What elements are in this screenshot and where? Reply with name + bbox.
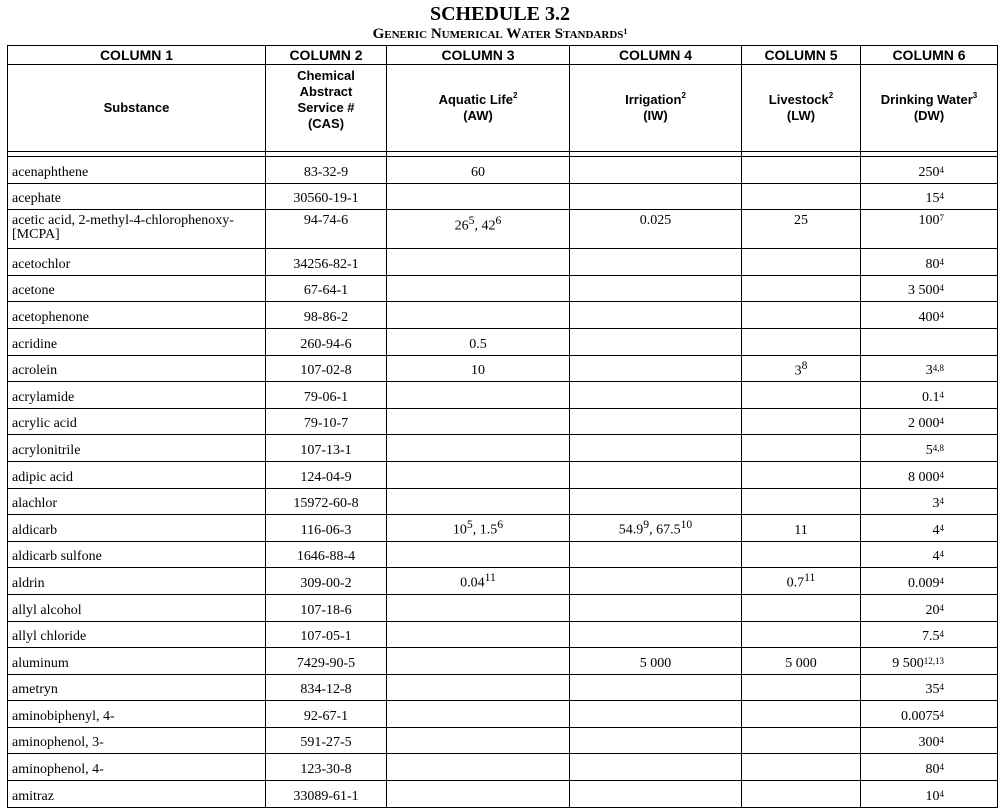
table-row [8, 621, 998, 648]
aquatic-life-cell [387, 408, 570, 435]
irrigation-abbr: (IW) [643, 108, 668, 123]
livestock-cell [742, 727, 861, 754]
drinking-water-value: 100 [918, 213, 940, 229]
aquatic-life-cell: $26^5$, $42^6$ [387, 210, 570, 249]
substance-cell: acenaphthene [8, 157, 266, 184]
cas-cell: 94-74-6 [266, 210, 387, 249]
drinking-water-cell [861, 157, 998, 184]
irrigation-cell [570, 621, 742, 648]
aquatic-life-footnote: 5 [466, 518, 473, 532]
table-row [8, 568, 998, 595]
drinking-water-value: 3 500 [908, 283, 940, 299]
livestock-footnote: 8 [801, 358, 808, 372]
irrigation-cell [570, 781, 742, 808]
aquatic-life-cell [387, 727, 570, 754]
aquatic-life-value: 26 [454, 218, 469, 234]
drinking-water-value: 300 [918, 735, 940, 751]
livestock-cell [742, 210, 861, 249]
table-row [8, 157, 998, 184]
irrigation-cell [570, 435, 742, 462]
drinking-water-value: 35 [925, 682, 940, 698]
table-row [8, 648, 998, 675]
drinking-water-cell [861, 249, 998, 276]
substance-cell: aminophenol, 4- [8, 754, 266, 781]
drinking-water-value: 3 [925, 363, 933, 379]
drinking-water-value: 7.5 [922, 629, 940, 645]
livestock-cell [742, 621, 861, 648]
drinking-water-abbr: (DW) [913, 108, 945, 123]
drinking-water-header [861, 65, 998, 152]
irrigation-cell [570, 461, 742, 488]
aquatic-life-cell [387, 488, 570, 515]
table-row [8, 701, 998, 728]
table-row [8, 488, 998, 515]
aquatic-life-footnote: 11 [484, 571, 496, 585]
drinking-water-cell [861, 328, 998, 355]
cas-cell: 834-12-8 [266, 674, 387, 701]
livestock-cell [742, 275, 861, 302]
irrigation-cell [570, 210, 742, 249]
column-4-header: COLUMN 4 [570, 46, 742, 65]
aquatic-life-cell [387, 183, 570, 210]
substance-cell: allyl alcohol [8, 594, 266, 621]
aquatic-life-value: 10 [452, 522, 467, 538]
livestock-cell [742, 648, 861, 675]
cas-cell: 83-32-9 [266, 157, 387, 184]
cas-cell: 79-10-7 [266, 408, 387, 435]
aquatic-life-cell [387, 355, 570, 382]
livestock-footnote: 2 [828, 91, 834, 100]
table-row [8, 355, 998, 382]
aquatic-life-cell [387, 249, 570, 276]
drinking-water-value: 5 [925, 442, 933, 458]
cas-cell: 107-18-6 [266, 594, 387, 621]
irrigation-cell [570, 355, 742, 382]
aquatic-life-footnote: 6 [495, 214, 502, 228]
table-row [8, 210, 998, 249]
cas-cell: 79-06-1 [266, 382, 387, 409]
substance-cell: amitraz [8, 781, 266, 808]
cas-cell: 260-94-6 [266, 328, 387, 355]
drinking-water-value: 9 500 [892, 655, 924, 671]
substance-cell: acetic acid, 2-methyl-4-chlorophenoxy-[MCPA] [8, 210, 266, 249]
cas-cell: 124-04-9 [266, 461, 387, 488]
column-5-header: COLUMN 5 [742, 46, 861, 65]
drinking-water-value: 0.0075 [901, 708, 940, 724]
drinking-water-footnote: 4 [939, 522, 944, 533]
cas-header-line: Chemical [297, 68, 355, 83]
drinking-water-footnote: 4 [939, 708, 944, 719]
livestock-cell [742, 302, 861, 329]
substance-cell: aldrin [8, 568, 266, 595]
aquatic-life-value: 10 [471, 363, 485, 379]
drinking-water-cell [861, 754, 998, 781]
cas-cell: 30560-19-1 [266, 183, 387, 210]
irrigation-cell [570, 302, 742, 329]
livestock-label: Livestock [768, 92, 829, 107]
cas-header-line: (CAS) [307, 116, 345, 131]
table-row [8, 183, 998, 210]
irrigation-cell [570, 328, 742, 355]
drinking-water-footnote: 4 [939, 575, 944, 586]
table-row [8, 594, 998, 621]
irrigation-cell: 54.9$^9$, 67.5$^{10}$ [570, 515, 742, 542]
irrigation-cell [570, 701, 742, 728]
drinking-water-footnote: 4 [939, 735, 944, 746]
substance-header: Substance [8, 65, 266, 152]
column-3-header: COLUMN 3 [387, 46, 570, 65]
cas-cell: 67-64-1 [266, 275, 387, 302]
livestock-cell [742, 461, 861, 488]
irrigation-value: 54.9 [618, 522, 644, 538]
cas-cell: 15972-60-8 [266, 488, 387, 515]
cas-header [266, 65, 387, 152]
drinking-water-footnote: 4 [939, 682, 944, 693]
table-row [8, 727, 998, 754]
livestock-cell [742, 515, 861, 542]
cas-cell: 1646-88-4 [266, 541, 387, 568]
substance-cell: aminophenol, 3- [8, 727, 266, 754]
irrigation-value: 0.025 [639, 213, 672, 229]
drinking-water-value: 8 000 [908, 469, 940, 485]
aquatic-life-value: 42 [481, 218, 496, 234]
livestock-cell [742, 594, 861, 621]
drinking-water-cell [861, 355, 998, 382]
livestock-cell [742, 328, 861, 355]
irrigation-cell [570, 541, 742, 568]
drinking-water-footnote: 4 [939, 389, 944, 400]
drinking-water-value: 0.1 [922, 389, 940, 405]
drinking-water-value: 15 [925, 191, 940, 207]
livestock-header [742, 65, 861, 152]
aquatic-life-cell [387, 382, 570, 409]
livestock-cell [742, 157, 861, 184]
water-standards-table [7, 45, 998, 808]
irrigation-cell [570, 727, 742, 754]
substance-cell: aldicarb [8, 515, 266, 542]
drinking-water-cell [861, 701, 998, 728]
substance-cell: adipic acid [8, 461, 266, 488]
livestock-value: 11 [794, 522, 808, 538]
substance-cell: aminobiphenyl, 4- [8, 701, 266, 728]
aquatic-life-cell [387, 435, 570, 462]
irrigation-cell [570, 594, 742, 621]
irrigation-header [570, 65, 742, 152]
cas-cell: 34256-82-1 [266, 249, 387, 276]
aquatic-life-footnote: 6 [497, 518, 504, 532]
schedule-title: SCHEDULE 3.2 [429, 3, 571, 25]
table-body [8, 157, 998, 808]
aquatic-life-cell [387, 302, 570, 329]
aquatic-life-abbr: (AW) [463, 108, 493, 123]
cas-cell: 33089-61-1 [266, 781, 387, 808]
drinking-water-value: 80 [925, 256, 940, 272]
aquatic-life-cell [387, 754, 570, 781]
substance-cell: acephate [8, 183, 266, 210]
irrigation-footnote: 2 [681, 91, 686, 100]
substance-cell: acrylic acid [8, 408, 266, 435]
drinking-water-footnote: 4 [939, 629, 944, 640]
substance-cell: allyl chloride [8, 621, 266, 648]
substance-cell: acetophenone [8, 302, 266, 329]
substance-cell: acridine [8, 328, 266, 355]
substance-cell: acetone [8, 275, 266, 302]
table-row [8, 515, 998, 542]
drinking-water-footnote: 4 [939, 469, 944, 480]
drinking-water-footnote: 4,8 [932, 363, 944, 374]
aquatic-life-header [387, 65, 570, 152]
livestock-footnote: 11 [804, 571, 816, 585]
cas-cell: 107-02-8 [266, 355, 387, 382]
aquatic-life-cell: $10^5$, $1.5^6$ [387, 515, 570, 542]
drinking-water-cell [861, 674, 998, 701]
irrigation-value: 5 000 [639, 655, 672, 671]
drinking-water-cell [861, 302, 998, 329]
drinking-water-cell [861, 488, 998, 515]
drinking-water-value: 3 [932, 496, 940, 512]
cas-cell: 123-30-8 [266, 754, 387, 781]
drinking-water-footnote: 7 [939, 213, 944, 224]
cas-cell: 591-27-5 [266, 727, 387, 754]
substance-cell: acrolein [8, 355, 266, 382]
livestock-cell [742, 355, 861, 382]
schedule-subtitle [0, 25, 1000, 43]
drinking-water-value: 0.009 [908, 575, 940, 591]
livestock-cell [742, 701, 861, 728]
drinking-water-footnote: 4 [939, 788, 944, 799]
table-row [8, 275, 998, 302]
drinking-water-footnote: 4 [939, 164, 944, 175]
cas-cell: 107-13-1 [266, 435, 387, 462]
irrigation-cell [570, 249, 742, 276]
irrigation-cell [570, 674, 742, 701]
aquatic-life-cell [387, 594, 570, 621]
drinking-water-footnote: 4 [939, 762, 944, 773]
livestock-cell [742, 674, 861, 701]
aquatic-life-cell [387, 781, 570, 808]
irrigation-footnote: 9 [643, 518, 650, 532]
drinking-water-label: Drinking Water [880, 92, 973, 107]
livestock-value: 0.7 [786, 575, 805, 591]
cas-cell: 309-00-2 [266, 568, 387, 595]
drinking-water-footnote: 4 [939, 283, 944, 294]
drinking-water-cell [861, 568, 998, 595]
cas-cell: 7429-90-5 [266, 648, 387, 675]
drinking-water-footnote: 4 [939, 191, 944, 202]
substance-cell: acrylonitrile [8, 435, 266, 462]
substance-cell: acetochlor [8, 249, 266, 276]
drinking-water-value: 20 [925, 602, 940, 618]
aquatic-life-cell [387, 701, 570, 728]
aquatic-life-cell [387, 461, 570, 488]
drinking-water-footnote: 4 [939, 309, 944, 320]
aquatic-life-cell [387, 648, 570, 675]
cas-cell: 92-67-1 [266, 701, 387, 728]
table-row [8, 435, 998, 462]
aquatic-life-cell [387, 674, 570, 701]
column-2-header: COLUMN 2 [266, 46, 387, 65]
drinking-water-value: 400 [918, 309, 940, 325]
livestock-cell [742, 382, 861, 409]
drinking-water-footnote: 4 [939, 256, 944, 267]
table-row [8, 302, 998, 329]
substance-cell: alachlor [8, 488, 266, 515]
irrigation-cell [570, 275, 742, 302]
irrigation-cell [570, 157, 742, 184]
drinking-water-footnote: 12,13 [923, 655, 944, 666]
drinking-water-value: 10 [925, 788, 940, 804]
livestock-cell [742, 435, 861, 462]
drinking-water-value: 4 [932, 549, 940, 565]
table-row [8, 461, 998, 488]
drinking-water-footnote: 4 [939, 549, 944, 560]
substance-cell: acrylamide [8, 382, 266, 409]
drinking-water-value: 250 [918, 164, 940, 180]
irrigation-cell [570, 754, 742, 781]
aquatic-life-cell [387, 157, 570, 184]
aquatic-life-value: 0.04 [460, 575, 485, 591]
drinking-water-value: 80 [925, 762, 940, 778]
drinking-water-cell [861, 210, 998, 249]
drinking-water-cell [861, 461, 998, 488]
table-row [8, 674, 998, 701]
subtitle-footnote: 1 [623, 27, 628, 36]
drinking-water-footnote: 3 [972, 91, 978, 100]
table-row [8, 328, 998, 355]
table-row [8, 382, 998, 409]
drinking-water-cell [861, 515, 998, 542]
drinking-water-value: 2 000 [908, 416, 940, 432]
irrigation-cell [570, 382, 742, 409]
substance-cell: aluminum [8, 648, 266, 675]
table-row [8, 541, 998, 568]
aquatic-life-cell [387, 568, 570, 595]
irrigation-footnote: 10 [680, 518, 693, 532]
drinking-water-cell [861, 275, 998, 302]
livestock-cell [742, 183, 861, 210]
drinking-water-value: 4 [932, 522, 940, 538]
table-row [8, 249, 998, 276]
irrigation-cell [570, 408, 742, 435]
drinking-water-cell [861, 435, 998, 462]
substance-cell: ametryn [8, 674, 266, 701]
aquatic-life-footnote: 2 [512, 91, 518, 100]
column-number-row [8, 46, 998, 65]
irrigation-label: Irrigation [625, 92, 682, 107]
irrigation-cell [570, 648, 742, 675]
drinking-water-footnote: 4,8 [932, 442, 944, 453]
livestock-abbr: (LW) [786, 108, 816, 123]
drinking-water-cell [861, 594, 998, 621]
drinking-water-cell [861, 727, 998, 754]
cas-header-line: Abstract [299, 84, 353, 99]
aquatic-life-value: 1.5 [479, 522, 498, 538]
drinking-water-cell [861, 408, 998, 435]
drinking-water-cell [861, 541, 998, 568]
column-1-header: COLUMN 1 [8, 46, 266, 65]
drinking-water-cell [861, 382, 998, 409]
aquatic-life-cell [387, 328, 570, 355]
livestock-cell [742, 754, 861, 781]
drinking-water-footnote: 4 [939, 416, 944, 427]
livestock-value: 25 [794, 213, 808, 229]
drinking-water-cell [861, 648, 998, 675]
drinking-water-cell [861, 781, 998, 808]
column-label-row [8, 65, 998, 152]
drinking-water-cell [861, 621, 998, 648]
drinking-water-footnote: 4 [939, 602, 944, 613]
subtitle-text: Generic Numerical Water Standards [372, 26, 624, 42]
aquatic-life-cell [387, 621, 570, 648]
table-row [8, 781, 998, 808]
aquatic-life-value: 60 [471, 164, 485, 180]
aquatic-life-value: 0.5 [469, 336, 487, 352]
livestock-value: 3 [794, 363, 802, 379]
irrigation-value: 67.5 [656, 522, 681, 538]
aquatic-life-label: Aquatic Life [438, 92, 513, 107]
column-6-header: COLUMN 6 [861, 46, 998, 65]
irrigation-cell [570, 568, 742, 595]
livestock-cell [742, 408, 861, 435]
livestock-cell [742, 781, 861, 808]
irrigation-cell [570, 183, 742, 210]
livestock-cell [742, 568, 861, 595]
drinking-water-cell [861, 183, 998, 210]
aquatic-life-cell [387, 275, 570, 302]
table-row [8, 408, 998, 435]
irrigation-cell [570, 488, 742, 515]
substance-cell: aldicarb sulfone [8, 541, 266, 568]
livestock-cell [742, 488, 861, 515]
livestock-cell [742, 249, 861, 276]
cas-header-line: Service # [297, 100, 355, 115]
table-row [8, 754, 998, 781]
cas-cell: 116-06-3 [266, 515, 387, 542]
cas-cell: 98-86-2 [266, 302, 387, 329]
livestock-cell [742, 541, 861, 568]
cas-cell: 107-05-1 [266, 621, 387, 648]
aquatic-life-cell [387, 541, 570, 568]
drinking-water-footnote: 4 [939, 496, 944, 507]
aquatic-life-footnote: 5 [468, 214, 475, 228]
livestock-value: 5 000 [785, 655, 817, 671]
